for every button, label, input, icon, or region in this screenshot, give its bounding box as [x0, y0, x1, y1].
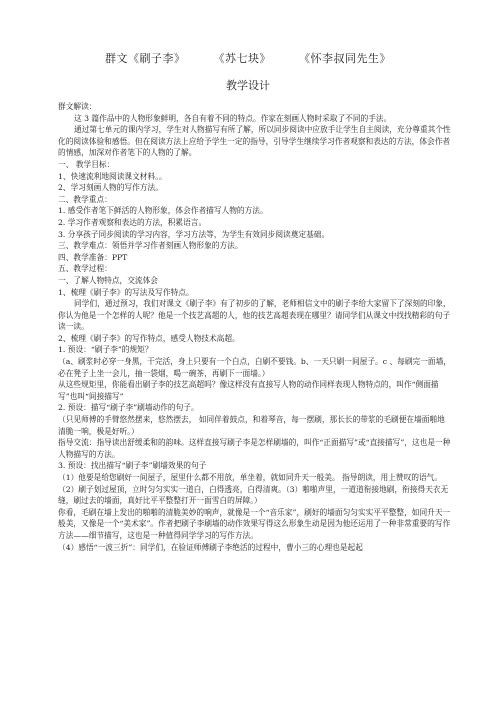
- paragraph: 同学们，通过预习，我们对课文《刷子李》有了初步的了解，老师相信文中的刷子李给大家留下了深刻的印象，你认为他是一个怎样的人呢？他是一个技艺高超的人，他的技艺高超表现在哪里？请同学们从课文中找找精彩的句子读一读。: [58, 299, 451, 332]
- paragraph: 1、梳理《刷子李》的写法及写作特点。: [58, 287, 194, 297]
- paragraph: （1）他要是给您刷好一间屋子，屋里什么都不用放，单坐着，就如同升天一般美。 指导朗读，用上赞叹的语气。 （2）刷子划过屋顶，立时匀匀实实一道白，白得透亮，白得清爽。（3）啪啪声里，一道道衔接地刷，衔接得天衣无缝，刷过去的墙面，真好比平平整整打开一面雪白的屏障。）: [58, 473, 449, 506]
- paragraph: 五、教学过程：: [58, 264, 112, 274]
- paragraph: 一、 教学目标：: [58, 159, 115, 169]
- paragraph: （只见师傅的手臂悠然摆来，悠然摆去， 如同伴着鼓点，和着琴音，每一摆刷，那长长的带浆的毛刷便在墙面啪地清脆一响，极是好听。）: [58, 415, 445, 436]
- paragraph: 3. 预设：找出描写“刷子李”刷墙效果的句子: [58, 461, 207, 471]
- paragraph: 2. 学习作者观察和表达的方法，积累语言。: [58, 217, 207, 227]
- title-part-3: 《怀李叔同先生》: [299, 52, 391, 65]
- document-body: [58, 101, 452, 553]
- paragraph: 指导交流：指导读出舒缓柔和的韵味。这样直接写刷子李是怎样刷墙的，叫作“正面描写”或“直接描写”，这也是一种人物描写的方法。: [58, 438, 451, 459]
- paragraph: 四、教学准备：PPT: [58, 252, 128, 262]
- paragraph: 2. 预设：描写“刷子李”刷墙动作的句子。: [58, 403, 199, 413]
- document-title: [0, 50, 496, 66]
- paragraph: 从这些规矩里，你能看出刷子李的技艺高超吗？像这样没有直接写人物的动作同样表现人物特点的，叫作“侧面描写”也叫“间接描写”: [58, 380, 439, 401]
- paragraph: 1. 感受作者笔下鲜活的人物形象，体会作者描写人物的方法。: [58, 206, 268, 216]
- paragraph: 三、教学难点：领悟并学习作者刻画人物形象的方法。: [58, 241, 243, 251]
- paragraph: （4）感悟“一波三折”：同学们，在验证师傅刷子李绝活的过程中，曹小三的心理也是起起: [58, 542, 363, 552]
- paragraph: 2、梳理《刷子李》的写作特点，感受人物技术高超。: [58, 333, 240, 343]
- paragraph: 一、了解人物特点，交流体会: [58, 275, 158, 285]
- paragraph: 通过第七单元的课内学习，学生对人物描写有所了解，所以同步阅读中应放手让学生自主阅读，充分尊重其个性化的阅读体验和感悟。但在阅读方法上应给予学生一定的指导，引导学生继续学习作者观察和表达的方法，体会作者的情感，加深对作者笔下的人物的了解。: [58, 125, 451, 158]
- paragraph: 这 3 篇作品中的人物形象鲜明，各自有着不同的特点。作家在刻画人物时采取了不同的手法。: [74, 113, 392, 123]
- title-part-1: 群文《刷子李》: [105, 52, 186, 65]
- paragraph: 3. 分享孩子同步阅读的学习内容，学习方法等，为学生有效同步阅读奠定基础。: [58, 229, 330, 239]
- paragraph: 你看，毛刷在墙上发出的啪啪的清脆美妙的响声，就像是一个“音乐家”，刷好的墙面匀匀实实平平整整，如同升天一般美，又像是一个“美术家”。作者把刷子李刷墙的动作效果写得这么形象生动是因为他还运用了一种非常重要的写作方法——细节描写，这也是一种值得同学学习的写作方法。: [58, 507, 451, 540]
- paragraph: 1、快速流利地阅读课文材料。。: [58, 171, 167, 181]
- paragraph: 群文解读：: [58, 102, 97, 111]
- document-subtitle: 教学设计: [226, 79, 270, 92]
- paragraph: （a、刷浆时必穿一身黑，干完活，身上只要有一个白点，白刷不要钱。b、一天只刷一间屋子。c 、每刷完一面墙，必在凳子上坐一会儿，抽一袋烟，喝一碗茶，再刷下一面墙。）: [58, 357, 451, 378]
- title-part-2: 《苏七块》: [213, 52, 271, 65]
- paragraph: 二、教学重点：: [58, 194, 112, 204]
- paragraph: 1. 预设：“刷子李”的规矩？: [58, 345, 153, 355]
- paragraph: 2、学习刻画人物的写作方法。: [58, 183, 163, 193]
